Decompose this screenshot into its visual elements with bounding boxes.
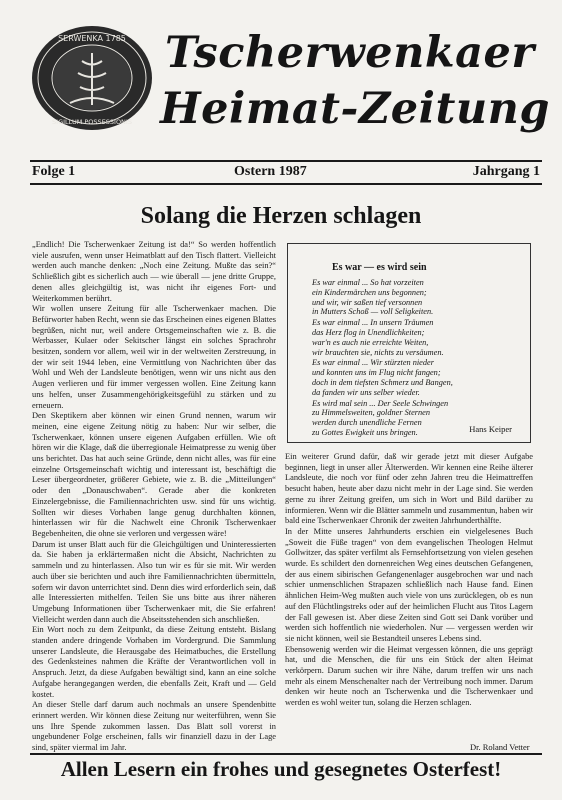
article-signature: Dr. Roland Vetter (470, 742, 530, 752)
poem-line: das Herz flog in Unendlichkeiten; (312, 327, 425, 337)
issue-volume: Jahrgang 1 (472, 164, 540, 179)
article-paragraph: Ebensowenig werden wir die Heimat vergessen können, die uns geprägt hat, und die Menschen, die für uns ein Stück der alten Heimat verkörpern. Darum suchen wir ihre Nähe, darum treffen wir uns nach mehr als einem Menschenalter nach der Vertreibung noch immer. Darum denken wir heute noch an Tscherwenka und die Tscherwenkaer und werden es wohl weiter tun, solang die Herzen schlagen. (285, 644, 533, 708)
poem-line: und wir, wir saßen tief versonnen (312, 297, 423, 307)
article-column-left (32, 240, 276, 753)
poem-box (287, 243, 531, 443)
poem-line: zu Himmelsweiten, goldner Sternen (312, 408, 430, 418)
poem-author: Hans Keiper (469, 424, 512, 434)
poem-title: Es war — es wird sein (332, 262, 427, 273)
easter-greeting: Allen Lesern ein frohes und gesegnetes Osterfest! (60, 757, 502, 781)
article-paragraph: „Endlich! Die Tscherwenkaer Zeitung ist da!“ So werden hoffentlich viele ausrufen, wenn unser Heimatblatt auf den Tisch flattert. Vielleicht werden auch manche denken: „Noch eine Zeitung. Mußte das sein?“ Schließlich gibt es sicherlich auch — wie überall — jene dritte Gruppe, denen alles gleichgültig ist, was nicht ihr eigenes Fort- und Weiterkommen berührt. (32, 240, 276, 303)
seal-text-top: SERWENKA 1785 (58, 34, 126, 43)
poem-line: Es wird mal sein ... Der Seele Schwingen (312, 398, 449, 408)
poem-stanza (312, 358, 517, 397)
poem-line: Es war einmal ... So hat vorzeiten (312, 278, 424, 287)
divider-top (30, 160, 542, 162)
article-paragraph: Ein weiterer Grund dafür, daß wir gerade jetzt mit dieser Aufgabe beginnen, liegt in unser aller Älterwerden. Wir kennen eine Reihe älterer Landsleute, die noch vor fünf oder zehn Jahren treu die Heimattreffen besucht haben, heute aber dazu nicht mehr in der Lage sind. Sie werden gerne zu ihrer Zeitung greifen, um sich in Wort und Bild darüber zu informieren. Wenn wir die Blätter sammeln und zusammentun, haben wir bald eine Tscherwenkaer Chronik der zweiten Jahrhunderthälfte. (285, 452, 533, 526)
poem-line: Es war einmal ... Wir stürzten nieder (312, 358, 434, 368)
article-paragraph: Ein Wort noch zu dem Zeitpunkt, da diese Zeitung entsteht. Bislang standen andere dringende Vorhaben im Vordergrund. Die Sammlung unserer Landsleute, die Herausgabe des Heimatbuches, die Erstellung des Gedenksteines nahmen die Kräfte der Verantwortlichen voll in Anspruch. Jetzt, da diese Aufgaben bewältigt sind, kann an eine solche Aufgabe herangegangen werden, die ebenfalls Zeit, Kraft und — Geld kostet. (32, 625, 276, 699)
poem-line: Es war einmal ... In unsern Träumen (312, 318, 434, 328)
article-headline: Solang die Herzen schlagen (140, 203, 422, 229)
poem-line: werden durch unendliche Fernen (312, 418, 422, 428)
poem-body (312, 278, 517, 439)
poem-line: doch in dem tiefsten Schmerz und Bangen, (312, 377, 453, 387)
poem-line: zu Gottes Ewigkeit uns bringen. (312, 427, 418, 437)
poem-line: in Mutters Schoß — voll Seligkeiten. (312, 307, 434, 317)
poem-stanza (312, 318, 517, 357)
article-paragraph: Den Skeptikern aber können wir einen Grund nennen, warum wir meinen, eine eigene Zeitung nötig zu haben: Nur wir selber, die Tscherwenkaer, können unsere eigenen Aufgaben erfüllen. Wie oft hören wir die Klage, daß die überregionale Heimatpresse zu wenig über uns berichtet. Das hat auch seine Gründe, denn nicht alles, was für eine einzelne Ortsgemeinschaft wichtig und interessant ist, beschäftigt die Leser übergeordneter, größerer Gebiete, wie z. B. die „Mitteilungen“ oder den „Donauschwaben“. Gerade aber die konkreten Einzelergebnisse, die Familiennachrichten usw. sind für uns wichtig. Sollten wir dieses Vorhaben lange genug durchhalten können, hinterlassen wir für die Nachwelt eine Chronik Tscherwenkaer Begebenheiten, die ohne sie verloren und vergessen wäre! (32, 411, 276, 538)
article-paragraph: Darum ist unser Blatt auch für die Gleichgültigen und Uninteressierten da. Sie haben ja erklärtermaßen nicht die Absicht, Nachrichten zu sammeln und zu hinterlassen. Also tun wir es für sie mit. Wir werden auch über sie berichten und auch ihre Familiennachrichten übermitteln, sofern wir davon unterrichtet sind. Denn dies wird erforderlich sein, daß alle Interessierten mithelfen. Teilen Sie uns bitte aus ihrer näheren Umgebung Informationen über Tscherwenkaer mit, die Sie erfahren! Vielleicht werden dann auch die Abseitsstehenden sich anschließen. (32, 539, 276, 624)
article-paragraph: An dieser Stelle darf darum auch nochmals an unsere Spendenbitte erinnert werden. Wir können diese Zeitung nur weiterführen, wenn Sie uns Ihre Spende zukommen lassen. Das Blatt soll vorerst in ungebundener Folge erscheinen, falls wir finanziell dazu in der Lage sind, später viermal im Jahr. (32, 700, 276, 753)
issue-number: Folge 1 (32, 164, 76, 179)
poem-line: ein Kindermärchen uns begonnen; (312, 287, 427, 297)
divider-footer (30, 753, 542, 755)
article-paragraph: Wir wollen unsere Zeitung für alle Tscherwenkaer machen. Die Befürworter haben Recht, wenn sie das Erscheinen eines eigenen Blattes begrüßen, nicht nur, weil andere Ortsgemeinschaften wie z. B. die Werbasser, Kulaer oder Sekitscher längst ein solches Sprachrohr besitzen, sondern vor allem, weil wir in der weltweiten Zerstreuung, in der wir seit 1944 leben, eine Vermittlung von Nachrichten über das Wohl und Weh der Landsleute benötigen, wenn wir uns nicht aus den Augen verlieren und für immer vergessen wollen. Eine Zeitung kann uns helfen, unser Zusammengehörigkeitsgefühl zu stärken und zu erneuern. (32, 304, 276, 410)
article-paragraph: In der Mitte unseres Jahrhunderts erschien ein vielgelesenes Buch „Soweit die Füße tragen“ von dem evangelischen Theologen Helmut Gollwitzer, das später verfilmt als Fernsehfortsetzung von vielen gesehen wurde. Es schildert den dornenreichen Weg eines deutschen Gefangenen, der aus einem sibirischen Gefangenenlager ausgebrochen war und nach schier unmenschlichen Strapazen schließlich nach Hause fand. Einen ähnlichen Heim-Weg mußten auch viele von uns zurücklegen, ob es nun auf den Flüchtlingstreks oder auf der heimlichen Flucht aus Titos Lagern der Fall gewesen ist. Aber diese Zeiten sind Gott sei Dank vorüber und werden sich hoffentlich nie wiederholen. Nur — vergessen werden wir sie nicht können, weil sie Bestandteil unseres Lebens sind. (285, 526, 533, 643)
poem-line: war'n es auch nie erreichte Weiten, (312, 337, 429, 347)
poem-line: wir brauchten sie, nichts zu versäumen. (312, 347, 444, 357)
divider-bottom (30, 183, 542, 185)
masthead-title-line2: Heimat-Zeitung (160, 84, 550, 134)
poem-stanza (312, 278, 517, 317)
seal-logo (30, 23, 155, 133)
seal-text-bottom: SIGILLUM POSSESSIONIS (52, 118, 132, 126)
masthead-title-line1: Tscherwenkaer (165, 28, 535, 78)
issue-date: Ostern 1987 (234, 164, 307, 179)
poem-line: da fanden wir uns selber wieder. (312, 387, 420, 397)
article-column-right (285, 452, 533, 745)
poem-line: und konnten uns im Flug nicht fangen; (312, 368, 441, 378)
